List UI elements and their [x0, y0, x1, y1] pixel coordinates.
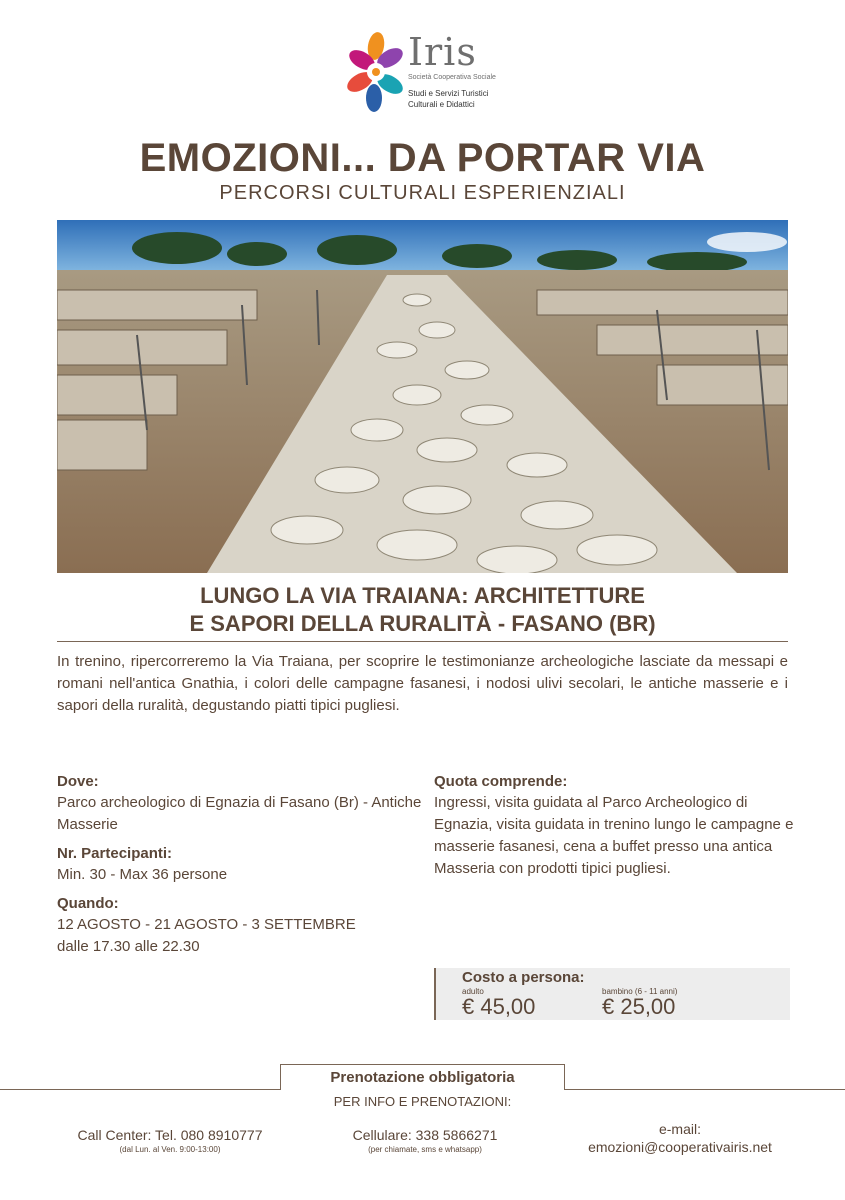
where-value: Parco archeologico di Egnazia di Fasano (Br) - Antiche Masserie — [57, 794, 422, 833]
page-title: EMOZIONI... DA PORTAR VIA — [139, 136, 706, 180]
adult-label: adulto — [462, 987, 484, 996]
email-address[interactable]: emozioni@cooperativairis.net — [588, 1139, 772, 1155]
divider — [57, 641, 788, 642]
logo-services: Studi e Servizi Turistici Culturali e Didattici — [408, 89, 489, 109]
via-traiana-photo — [57, 220, 788, 573]
email-label: e-mail: — [658, 1121, 701, 1137]
logo — [346, 26, 516, 122]
tour-description: In trenino, ripercorreremo la Via Traiana, per scoprire le testimonianze archeologiche lasciate da messapi e romani nell'antica Gnathia, i colori delle campagne fasanesi, i nodosi ulivi secolari, le antiche masserie e i sapori della ruralità, degustando piatti tipici pugliesi. — [57, 653, 788, 714]
includes-label: Quota comprende: — [434, 773, 568, 790]
adult-price: € 45,00 — [462, 994, 536, 1019]
child-label: bambino (6 - 11 anni) — [602, 987, 678, 996]
logo-tagline: Società Cooperativa Sociale — [408, 74, 496, 81]
booking-notice: Prenotazione obbligatoria — [280, 1064, 565, 1090]
when-dates: 12 AGOSTO - 21 AGOSTO - 3 SETTEMBRE — [57, 916, 356, 933]
where-label: Dove: — [57, 773, 99, 790]
callcenter-phone: Call Center: Tel. 080 8910777 — [77, 1127, 263, 1143]
callcenter-hours: (dal Lun. al Ven. 9:00-13:00) — [119, 1145, 221, 1154]
mobile-phone: Cellulare: 338 5866271 — [352, 1127, 498, 1143]
participants-label: Nr. Partecipanti: — [57, 845, 173, 862]
when-hours: dalle 17.30 alle 22.30 — [57, 938, 200, 955]
tour-title — [57, 582, 788, 638]
mobile-note: (per chiamate, sms e whatsapp) — [368, 1145, 482, 1154]
price-box — [434, 968, 790, 1020]
when-label: Quando: — [57, 895, 119, 912]
details-left — [57, 772, 427, 966]
logo-name: Iris — [408, 30, 477, 74]
info-heading: PER INFO E PRENOTAZIONI: — [333, 1094, 512, 1109]
mobile-contact — [310, 1126, 540, 1156]
participants-value: Min. 30 - Max 36 persone — [57, 866, 228, 883]
callcenter-contact — [40, 1126, 300, 1156]
email-contact — [550, 1120, 810, 1156]
child-price: € 25,00 — [602, 994, 676, 1019]
iris-flower-icon — [346, 26, 406, 118]
tour-title-line2: E SAPORI DELLA RURALITÀ - FASANO (BR) — [189, 611, 656, 636]
details-right — [434, 772, 794, 880]
includes-value: Ingressi, visita guidata al Parco Archeologico di Egnazia, visita guidata in trenino lungo le campagne e masserie fasanesi, cena a buffet presso una antica Masseria con prodotti tipici pugliesi. — [434, 794, 794, 877]
page-subtitle: PERCORSI CULTURALI ESPERIENZIALI — [219, 182, 626, 204]
price-label: Costo a persona: — [462, 969, 585, 986]
tour-title-line1: LUNGO LA VIA TRAIANA: ARCHITETTURE — [200, 583, 645, 608]
